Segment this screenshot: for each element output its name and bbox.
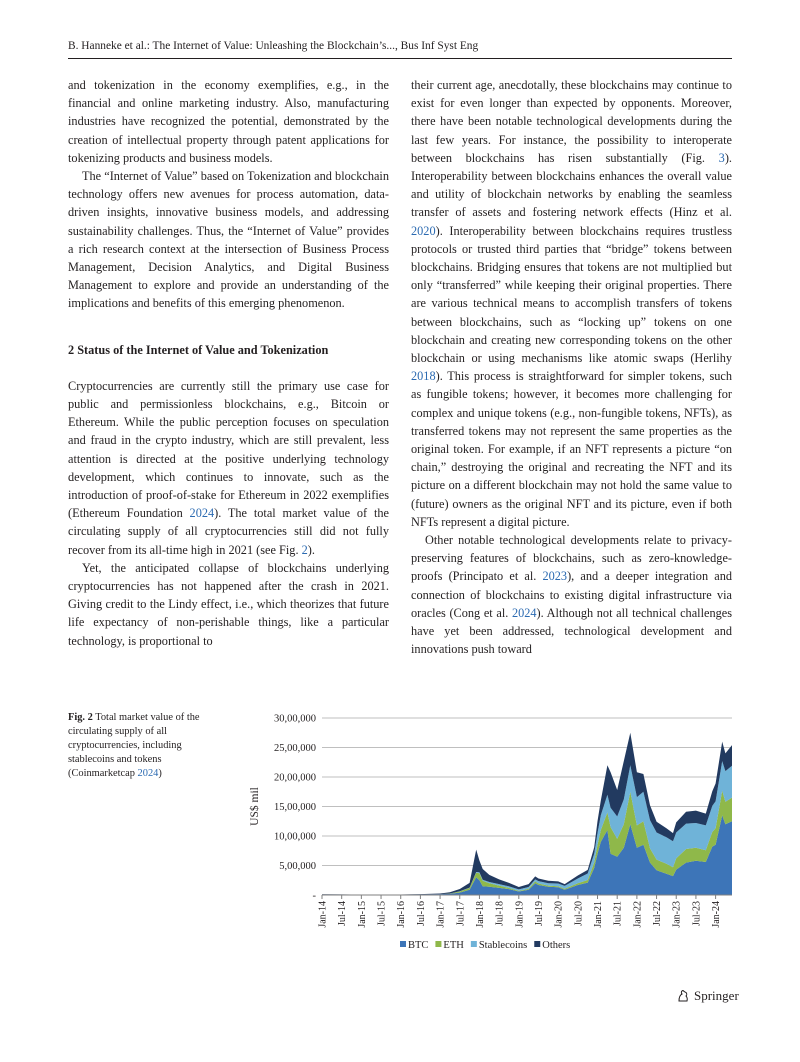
x-tick-label: Jan-17 — [435, 901, 447, 928]
text-run: their current age, anecdotally, these blockchains may continue to exist for even longer than expected by opponents. Moreover, there have been notable technological developments during the last few years. For instance, the possibility to interoperate between blockchains has risen substantially (Fig. — [411, 78, 732, 165]
y-axis-label: US$ mil — [249, 787, 261, 826]
legend-label: ETH — [443, 940, 464, 951]
figure-link[interactable]: 3 — [718, 150, 725, 165]
right-column — [411, 76, 732, 659]
text-run: ). Interoperability between blockchains requires trustless protocols or trusted third parties that “bridge” tokens between blockchains. Bridging ensures that tokens are not multiplied but only “transferred” while keeping their original properties. There are various technical means to accomplish transfers of tokens between blockchains, such as “locking up” tokens on one blockchain and creating new corresponding tokens on the other blockchain or using mechanisms like atomic swaps (Herlihy — [411, 223, 732, 366]
citation-link[interactable]: 2023 — [542, 569, 568, 584]
publisher-logo — [676, 988, 739, 1004]
y-tick-label: - — [312, 890, 316, 902]
text-run: ). The total market value of the circulating supply of all cryptocurrencies still did not fully recover from its all-time high in 2021 (see Fig. — [68, 506, 389, 557]
figure-label: Fig. 2 — [68, 712, 93, 723]
y-tick-label: 20,00,000 — [274, 772, 316, 784]
legend-swatch-btc — [400, 941, 406, 947]
x-tick-label: Jan-18 — [474, 901, 486, 928]
caption-text: Total market value of the circulating supply of all cryptocurrencies, including stablecoins and tokens (Coinmarketcap — [68, 712, 200, 779]
citation-link[interactable]: 2024 — [511, 605, 537, 620]
x-tick-label: Jul-20 — [573, 901, 585, 926]
x-tick-label: Jan-14 — [317, 901, 329, 928]
x-tick-label: Jan-15 — [356, 901, 368, 928]
x-tick-label: Jan-23 — [671, 901, 683, 928]
paragraph — [411, 531, 732, 658]
x-tick-label: Jan-24 — [711, 901, 723, 928]
y-tick-label: 30,00,000 — [274, 713, 316, 725]
paragraph: Yet, the anticipated collapse of blockchains underlying cryptocurrencies has not happened after the crash in 2021. Giving credit to the Lindy effect, i.e., which theorizes that future life expectancy of non-perishable things, like a particular technology, is proportional to — [68, 560, 389, 648]
y-tick-label: 15,00,000 — [274, 802, 316, 813]
x-tick-label: Jan-21 — [593, 901, 604, 928]
y-tick-label: 5,00,000 — [279, 861, 316, 872]
citation-link[interactable]: 2018 — [411, 369, 436, 384]
paragraph: and tokenization in the economy exemplifies, e.g., in the financial and online marketing industry. Also, manufacturing industries have recognized the potential, demonstrated by the creation of intellectual property through patent applications for tokenizing products and business models. — [68, 78, 389, 165]
springer-horse-icon — [676, 989, 690, 1003]
running-header: B. Hanneke et al.: The Internet of Value: Unleashing the Blockchain’s..., Bus Inf Syst Eng — [68, 40, 479, 52]
y-tick-label: 25,00,000 — [274, 743, 316, 754]
legend-swatch-others — [534, 941, 540, 947]
x-tick-label: Jul-22 — [652, 901, 664, 926]
legend-label: Stablecoins — [478, 940, 528, 951]
citation-link[interactable]: 2024 — [137, 768, 159, 779]
paragraph — [411, 76, 732, 531]
legend-label: Others — [542, 940, 571, 951]
caption-text: ) — [158, 768, 162, 779]
text-run: ). Although not all technical challenges have yet been addressed, technological development and innovations push toward — [411, 605, 732, 657]
x-tick-label: Jan-19 — [514, 901, 526, 928]
left-column — [68, 76, 389, 650]
citation-link[interactable]: 2024 — [189, 506, 215, 521]
market-value-chart — [240, 702, 740, 962]
x-tick-label: Jul-21 — [612, 901, 624, 926]
text-run: ). Interoperability between blockchains enhances the overall value and utility of blockchain networks by enabling the seamless transfer of assets and fostering network effects (Hinz et al. — [411, 150, 732, 220]
figure-caption — [68, 711, 213, 781]
section-heading: 2 Status of the Internet of Value and Tokenization — [68, 342, 329, 357]
legend-swatch-stablecoins — [471, 941, 477, 947]
legend-swatch-eth — [435, 941, 441, 947]
x-tick-label: Jan-16 — [396, 901, 408, 928]
header-rule — [68, 58, 732, 59]
publisher-name: Springer — [694, 988, 739, 1003]
text-run: ). This process is straightforward for simpler tokens, such as fungible tokens; however, it becomes more challenging for complex and unique tokens (e.g., non-fungible tokens, NFTs), as transferred tokens may not represent the same properties as the original token. For example, if an NFT represents a picture “on chain,” destroying the original and recreating the NFT and its picture on a different blockchain may not hold the same value to (future) owners as the original NFT and its picture, even if both NFTs represent a digital picture. — [411, 369, 732, 529]
y-tick-label: 10,00,000 — [274, 831, 316, 843]
figure-link[interactable]: 2 — [301, 542, 308, 557]
text-run: Cryptocurrencies are currently still the primary use case for public and permissionless blockchains, e.g., Bitcoin or Ethereum. While the public perception focuses on speculation and fraud in the crypto industry, which are still prevalent, less attention is directed at the positive underlying technology development, which continues to innovate, such as the introduction of proof-of-stake for Ethereum in 2022 exemplifies (Ethereum Foundation — [68, 378, 389, 521]
x-tick-label: Jan-22 — [632, 901, 644, 928]
text-run: Other notable technological developments relate to privacy-preserving features of blockchains, such as zero-knowledge-proofs (Principato et al. — [411, 533, 732, 584]
x-tick-label: Jul-16 — [415, 901, 427, 926]
text-run: ), and a deeper integration and connection of blockchains to existing digital infrastructure via oracles (Cong et al. — [411, 569, 732, 620]
citation-link[interactable]: 2020 — [411, 223, 436, 238]
x-tick-label: Jan-20 — [553, 901, 565, 928]
x-tick-label: Jul-18 — [494, 901, 506, 926]
x-tick-label: Jul-23 — [691, 901, 703, 926]
x-tick-label: Jul-19 — [534, 901, 545, 926]
x-tick-label: Jul-14 — [337, 901, 349, 926]
text-run: ). — [307, 542, 315, 557]
paragraph — [68, 377, 389, 559]
x-tick-label: Jul-15 — [376, 901, 388, 926]
x-tick-label: Jul-17 — [455, 901, 467, 926]
legend-label: BTC — [408, 940, 429, 951]
paragraph: The “Internet of Value” based on Tokenization and blockchain technology offers new avenues for process automation, data-driven insights, innovative business models, and addressing sustainability challenges. Thus, the “Internet of Value” provides a rich research context at the intersection of Business Process Management, Decision Analytics, and Digital Business Management to explore and provide an understanding of the implications and benefits of this emerging phenomenon. — [68, 169, 389, 311]
